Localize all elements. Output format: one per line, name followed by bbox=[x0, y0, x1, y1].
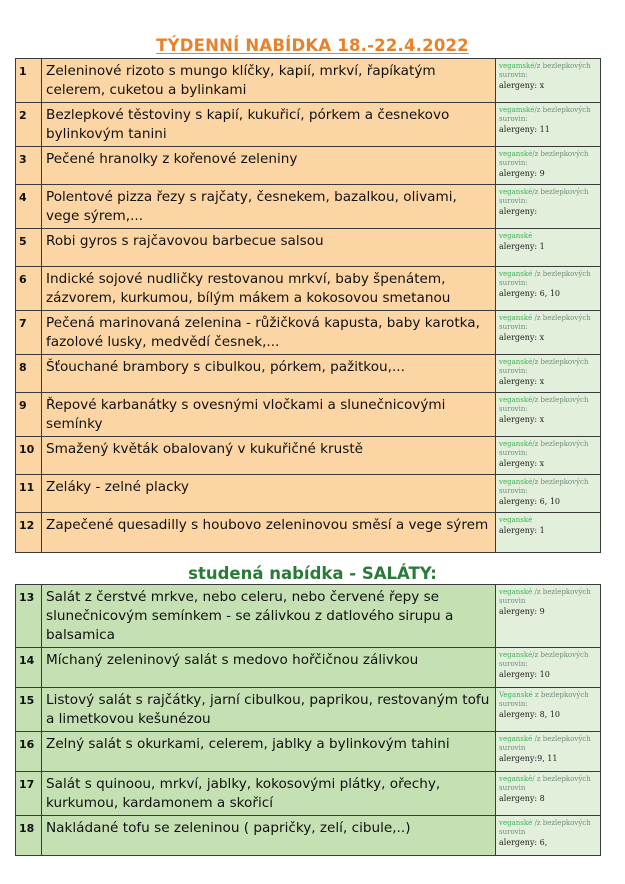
item-number: 13 bbox=[16, 585, 42, 648]
gluten-free-label: /z bezlepkových surovin: bbox=[499, 150, 589, 167]
dish-info bbox=[496, 648, 601, 688]
dish-name: Indické sojové nudličky restovanou mrkví, baby špenátem, zázvorem, kurkumou, bílým mákem a kokosovou smetanou bbox=[42, 267, 496, 311]
allergens-label: alergeny: 6, 10 bbox=[499, 289, 561, 298]
vegan-label: Veganské bbox=[499, 691, 533, 699]
dish-info bbox=[496, 311, 601, 355]
item-number: 17 bbox=[16, 772, 42, 816]
menu-row bbox=[16, 229, 601, 267]
item-number: 7 bbox=[16, 311, 42, 355]
allergens-label: alergeny: 9 bbox=[499, 169, 545, 178]
item-number: 10 bbox=[16, 437, 42, 475]
allergens-label: alergeny: 6, 10 bbox=[499, 497, 561, 506]
vegan-label: veganské bbox=[499, 232, 533, 240]
hot-menu-table bbox=[15, 58, 601, 553]
menu-row bbox=[16, 585, 601, 648]
dish-info bbox=[496, 475, 601, 513]
dish-info bbox=[496, 59, 601, 103]
dish-name: Pečené hranolky z kořenové zeleniny bbox=[42, 147, 496, 185]
gluten-free-label: /z bezlepkových surovin: bbox=[499, 270, 591, 287]
gluten-free-label: /z bezlepkových surovin: bbox=[499, 358, 589, 375]
dish-info bbox=[496, 585, 601, 648]
menu-row bbox=[16, 393, 601, 437]
vegan-label: vegamské bbox=[499, 62, 535, 70]
menu-row bbox=[16, 816, 601, 856]
item-number: 15 bbox=[16, 688, 42, 732]
allergens-label: alergeny: 8 bbox=[499, 794, 545, 803]
item-number: 6 bbox=[16, 267, 42, 311]
item-number: 12 bbox=[16, 513, 42, 553]
dish-info bbox=[496, 437, 601, 475]
dish-name: Zeleninové rizoto s mungo klíčky, kapií, mrkví, řapíkatým celerem, cuketou a bylinkami bbox=[42, 59, 496, 103]
dish-info bbox=[496, 732, 601, 772]
menu-row bbox=[16, 147, 601, 185]
item-number: 9 bbox=[16, 393, 42, 437]
item-number: 11 bbox=[16, 475, 42, 513]
gluten-free-label: z bezlepkových surovin bbox=[499, 775, 591, 792]
dish-info bbox=[496, 229, 601, 267]
item-number: 8 bbox=[16, 355, 42, 393]
allergens-label: alergeny: 10 bbox=[499, 670, 550, 679]
menu-row bbox=[16, 311, 601, 355]
dish-name: Pečená marinovaná zelenina - růžičková kapusta, baby karotka, fazolové lusky, medvědí česnek,... bbox=[42, 311, 496, 355]
allergens-label: alergeny: 1 bbox=[499, 242, 545, 251]
vegan-label: veganské bbox=[499, 358, 533, 366]
dish-name: Salát s quinoou, mrkví, jablky, kokosovými plátky, ořechy, kurkumou, kardamonem a skořicí bbox=[42, 772, 496, 816]
dish-name: Zeláky - zelné placky bbox=[42, 475, 496, 513]
dish-info bbox=[496, 688, 601, 732]
menu-row bbox=[16, 355, 601, 393]
allergens-label: alergeny: x bbox=[499, 81, 545, 90]
vegan-label: veganské bbox=[499, 188, 533, 196]
dish-name: Listový salát s rajčátky, jarní cibulkou, paprikou, restovaným tofu a limetkovou kešunézou bbox=[42, 688, 496, 732]
menu-row bbox=[16, 437, 601, 475]
vegan-label: veganské bbox=[499, 314, 533, 322]
dish-name: Robi gyros s rajčavovou barbecue salsou bbox=[42, 229, 496, 267]
salads-menu-title: studená nabídka - SALÁTY: bbox=[188, 564, 437, 583]
vegan-label: veganské bbox=[499, 735, 533, 743]
dish-name: Míchaný zeleninový salát s medovo hořčičnou zálivkou bbox=[42, 648, 496, 688]
allergens-label: alergeny: x bbox=[499, 377, 545, 386]
dish-name: Smažený květák obalovaný v kukuřičné krustě bbox=[42, 437, 496, 475]
dish-name: Polentové pizza řezy s rajčaty, česnekem, bazalkou, olivami, vege sýrem,... bbox=[42, 185, 496, 229]
item-number: 2 bbox=[16, 103, 42, 147]
item-number: 1 bbox=[16, 59, 42, 103]
weekly-menu-title: TÝDENNÍ NABÍDKA 18.-22.4.2022 bbox=[156, 36, 469, 55]
item-number: 14 bbox=[16, 648, 42, 688]
allergens-label: alergeny: x bbox=[499, 333, 545, 342]
gluten-free-label: /z bezlepkových surovin bbox=[499, 819, 591, 836]
item-number: 16 bbox=[16, 732, 42, 772]
gluten-free-label: z bezlepkových surovin: bbox=[499, 691, 589, 708]
dish-name: Zelný salát s okurkami, celerem, jablky a bylinkovým tahini bbox=[42, 732, 496, 772]
allergens-label: alergeny: bbox=[499, 207, 538, 216]
dish-info bbox=[496, 355, 601, 393]
menu-row bbox=[16, 732, 601, 772]
gluten-free-label: /z bezlepkových surovin: bbox=[499, 440, 589, 457]
dish-info bbox=[496, 103, 601, 147]
allergens-label: alergeny: 8, 10 bbox=[499, 710, 561, 719]
menu-row bbox=[16, 59, 601, 103]
item-number: 5 bbox=[16, 229, 42, 267]
vegan-label: vegamské bbox=[499, 106, 535, 114]
vegan-label: veganské/ bbox=[499, 775, 535, 783]
dish-info bbox=[496, 816, 601, 856]
vegan-label: veganské bbox=[499, 150, 533, 158]
menu-row bbox=[16, 648, 601, 688]
allergens-label: alergeny: 6, bbox=[499, 838, 548, 847]
item-number: 18 bbox=[16, 816, 42, 856]
menu-row bbox=[16, 688, 601, 732]
dish-info bbox=[496, 393, 601, 437]
menu-row bbox=[16, 103, 601, 147]
vegan-label: veganské bbox=[499, 651, 533, 659]
vegan-label: veganské bbox=[499, 270, 533, 278]
gluten-free-label: /z bezlepkových surovin: bbox=[499, 396, 589, 413]
vegan-label: veganské bbox=[499, 440, 533, 448]
vegan-label: veganské bbox=[499, 588, 533, 596]
dish-name: Nakládané tofu se zeleninou ( papričky, zelí, cibule,..) bbox=[42, 816, 496, 856]
vegan-label: veganské bbox=[499, 478, 533, 486]
salads-menu-table bbox=[15, 584, 601, 856]
item-number: 4 bbox=[16, 185, 42, 229]
allergens-label: alergeny: x bbox=[499, 459, 545, 468]
dish-name: Řepové karbanátky s ovesnými vločkami a slunečnicovými semínky bbox=[42, 393, 496, 437]
allergens-label: alergeny:9, 11 bbox=[499, 754, 558, 763]
dish-info bbox=[496, 185, 601, 229]
gluten-free-label: /z bezlepkových surovin: bbox=[499, 314, 591, 331]
dish-info bbox=[496, 147, 601, 185]
menu-row bbox=[16, 772, 601, 816]
gluten-free-label: /z bezlepkových surovin: bbox=[499, 478, 589, 495]
gluten-free-label: /z bezlepkových surovin: bbox=[499, 651, 589, 668]
dish-name: Šťouchané brambory s cibulkou, pórkem, pažitkou,... bbox=[42, 355, 496, 393]
allergens-label: alergeny: 1 bbox=[499, 526, 545, 535]
item-number: 3 bbox=[16, 147, 42, 185]
dish-info bbox=[496, 267, 601, 311]
gluten-free-label: /z bezlepkových surovin: bbox=[499, 188, 589, 205]
dish-name: Bezlepkové těstoviny s kapií, kukuřicí, pórkem a česnekovo bylinkovým tanini bbox=[42, 103, 496, 147]
menu-row bbox=[16, 267, 601, 311]
dish-info bbox=[496, 772, 601, 816]
dish-name: Salát z čerstvé mrkve, nebo celeru, nebo červené řepy se slunečnicovým semínkem - se zálivkou z datlového sirupu a balsamica bbox=[42, 585, 496, 648]
gluten-free-label: /z bezlepkových surovin: bbox=[499, 106, 591, 123]
dish-name: Zapečené quesadilly s houbovo zeleninovou směsí a vege sýrem bbox=[42, 513, 496, 553]
gluten-free-label: /z bezlepkových surovin bbox=[499, 735, 591, 752]
menu-row bbox=[16, 475, 601, 513]
menu-row bbox=[16, 513, 601, 553]
gluten-free-label: /z bezlepkových surovin: bbox=[499, 62, 591, 79]
gluten-free-label: /z bezlepkových surovin bbox=[499, 588, 591, 605]
menu-row bbox=[16, 185, 601, 229]
vegan-label: veganské bbox=[499, 819, 533, 827]
vegan-label: veganské bbox=[499, 396, 533, 404]
dish-info bbox=[496, 513, 601, 553]
allergens-label: alergeny: 11 bbox=[499, 125, 550, 134]
vegan-label: veganské bbox=[499, 516, 533, 524]
allergens-label: alergeny: x bbox=[499, 415, 545, 424]
allergens-label: alergeny: 9 bbox=[499, 607, 545, 616]
